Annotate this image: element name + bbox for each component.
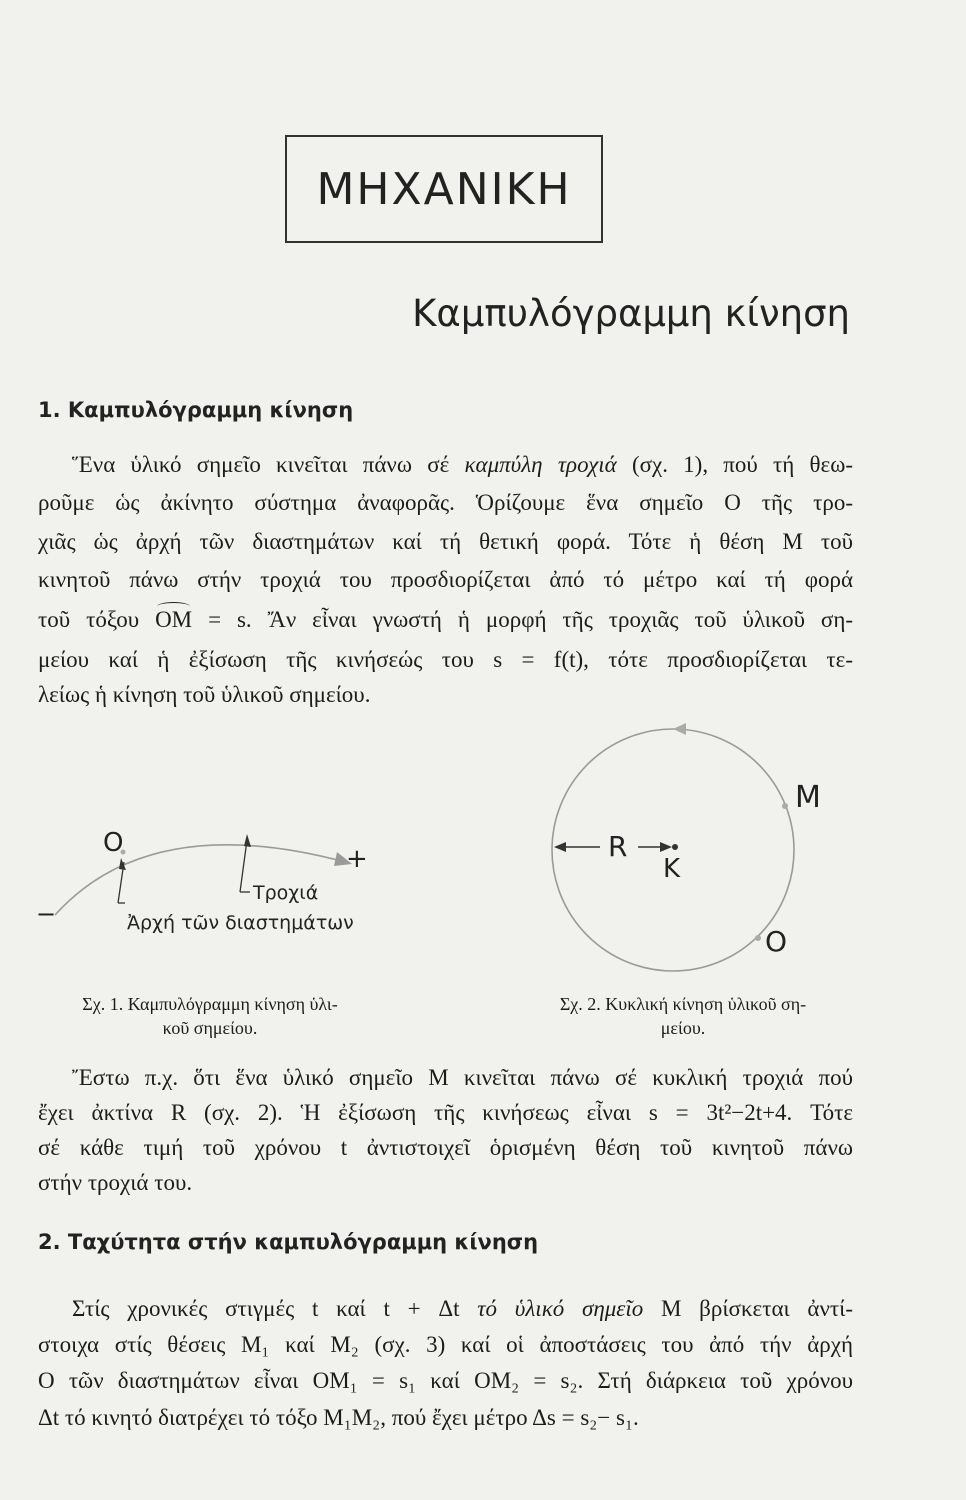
text-line: τοῦ τόξου OM = s. Ἄν εἶναι γνωστή ἡ μορφή τῆς τροχιᾶς τοῦ ὑλικοῦ ση- <box>38 605 853 635</box>
fig1-label-plus: + <box>346 844 368 874</box>
trajectory-curve-icon <box>0 800 480 980</box>
text-line: στήν τροχιά του. <box>38 1170 193 1195</box>
heading-2: 2. Ταχύτητα στήν καμπυλόγραμμη κίνηση <box>38 1230 539 1254</box>
arc-om: OM <box>155 605 192 635</box>
section-title: Καμπυλόγραμμη κίνηση <box>412 292 850 335</box>
text-line: στοιχα στίς θέσεις M₁ καί M₂ (σχ. 3) καί οἱ ἀποστάσεις του ἀπό τήν ἀρχή <box>38 1332 853 1357</box>
fig1-label-origin: Ἀρχή τῶν διαστημάτων <box>127 912 354 934</box>
fig1-label-minus: − <box>36 900 57 928</box>
figure-1-caption: Σχ. 1. Καμπυλόγραμμη κίνηση ὑλι- κοῦ σημείου. <box>82 994 338 1038</box>
chapter-title-box <box>285 135 603 243</box>
text-line: κινητοῦ πάνω στήν τροχιά του προσδιορίζεται ἀπό τό μέτρο καί τή φορά <box>38 567 853 592</box>
text-line: μείου καί ἡ ἐξίσωση τῆς κινήσεώς του s = f(t), τότε προσδιορίζεται τε- <box>38 647 853 672</box>
text-line: σέ κάθε τιμή τοῦ χρόνου t ἀντιστοιχεῖ ὁρισμένη θέση τοῦ κινητοῦ πάνω <box>38 1135 853 1160</box>
figure-2 <box>500 720 866 1060</box>
text-line: λείως ἡ κίνηση τοῦ ὑλικοῦ σημείου. <box>38 682 371 707</box>
chapter-title: ΜΗΧΑΝΙΚΗ <box>316 163 572 215</box>
circular-trajectory-icon <box>500 720 866 980</box>
fig1-label-o: O <box>103 828 124 858</box>
fig2-label-k: K <box>663 854 681 884</box>
text-line: Ἕνα ὑλικό σημεῖο κινεῖται πάνω σέ καμπύλη τροχιά (σχ. 1), πού τή θεω- <box>72 452 853 477</box>
text-line: ἔχει ἀκτίνα R (σχ. 2). Ἡ ἐξίσωση τῆς κινήσεως εἶναι s = 3t²−2t+4. Τότε <box>38 1100 853 1125</box>
text-line: O τῶν διαστημάτων εἶναι OM₁ = s₁ καί OM₂ = s₂. Στή διάρκεια τοῦ χρόνου <box>38 1368 853 1393</box>
figure-2-caption: Σχ. 2. Κυκλική κίνηση ὑλικοῦ ση- μείου. <box>559 994 807 1038</box>
text-line: Ἔστω π.χ. ὅτι ἕνα ὑλικό σημεῖο M κινεῖται πάνω σέ κυκλική τροχιά πού <box>72 1065 853 1090</box>
text-line: ροῦμε ὡς ἀκίνητο σύστημα ἀναφορᾶς. Ὁρίζουμε ἕνα σημεῖο O τῆς τρο- <box>38 490 853 515</box>
text-line: Δt τό κινητό διατρέχει τό τόξο M₁M₂, πού ἔχει μέτρο Δs = s₂− s₁. <box>38 1405 639 1430</box>
figure-1 <box>0 800 480 1060</box>
fig1-label-trajectory: Τροχιά <box>253 882 319 904</box>
heading-1: 1. Καμπυλόγραμμη κίνηση <box>38 398 354 422</box>
text-line: χιᾶς ὡς ἀρχή τῶν διαστημάτων καί τή θετική φορά. Τότε ἡ θέση M τοῦ <box>38 529 853 554</box>
fig2-label-o: O <box>765 925 788 958</box>
fig2-label-m: M <box>795 780 821 815</box>
fig2-label-r: R <box>608 830 628 863</box>
text-line: Στίς χρονικές στιγμές t καί t + Δt τό ὑλικό σημεῖο M βρίσκεται ἀντί- <box>72 1296 853 1321</box>
